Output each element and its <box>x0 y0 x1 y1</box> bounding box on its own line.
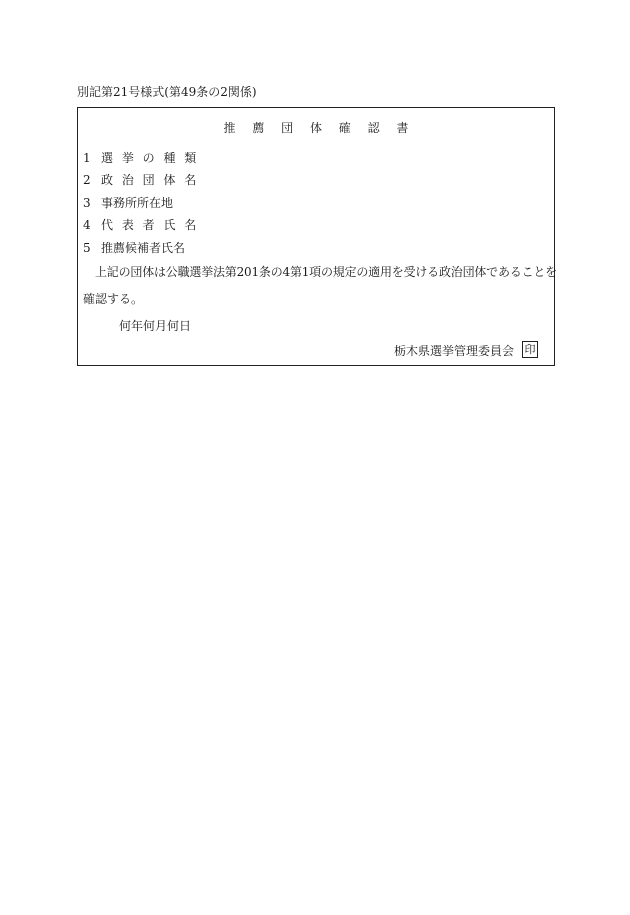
item-number: 4 <box>83 218 91 232</box>
certification-text-line1: 上記の団体は公職選挙法第201条の4第1項の規定の適用を受ける政治団体であることを <box>95 265 557 279</box>
item-candidate-name <box>83 239 185 256</box>
item-label: 政 治 団 体 名 <box>101 173 197 187</box>
form-box <box>77 107 555 366</box>
item-political-group-name <box>83 171 196 188</box>
item-representative-name <box>83 216 196 233</box>
form-number-caption: 別記第21号様式(第49条の2関係) <box>77 85 257 99</box>
date-line: 何年何月何日 <box>119 319 192 333</box>
item-election-type <box>83 149 196 166</box>
item-number: 1 <box>83 151 91 165</box>
item-office-address <box>83 194 173 211</box>
item-number: 3 <box>83 196 91 210</box>
issuer-name: 栃木県選挙管理委員会 <box>393 344 514 358</box>
certification-text-line2: 確認する。 <box>83 292 144 306</box>
item-label: 事務所所在地 <box>101 196 174 210</box>
item-label: 代 表 者 氏 名 <box>101 218 197 232</box>
item-number: 2 <box>83 173 91 187</box>
document-title: 推 薦 団 体 確 認 書 <box>223 121 409 135</box>
seal-icon: 印 <box>522 341 538 358</box>
item-label: 選 挙 の 種 類 <box>101 151 197 165</box>
item-number: 5 <box>83 241 91 255</box>
item-label: 推薦候補者氏名 <box>101 241 186 255</box>
